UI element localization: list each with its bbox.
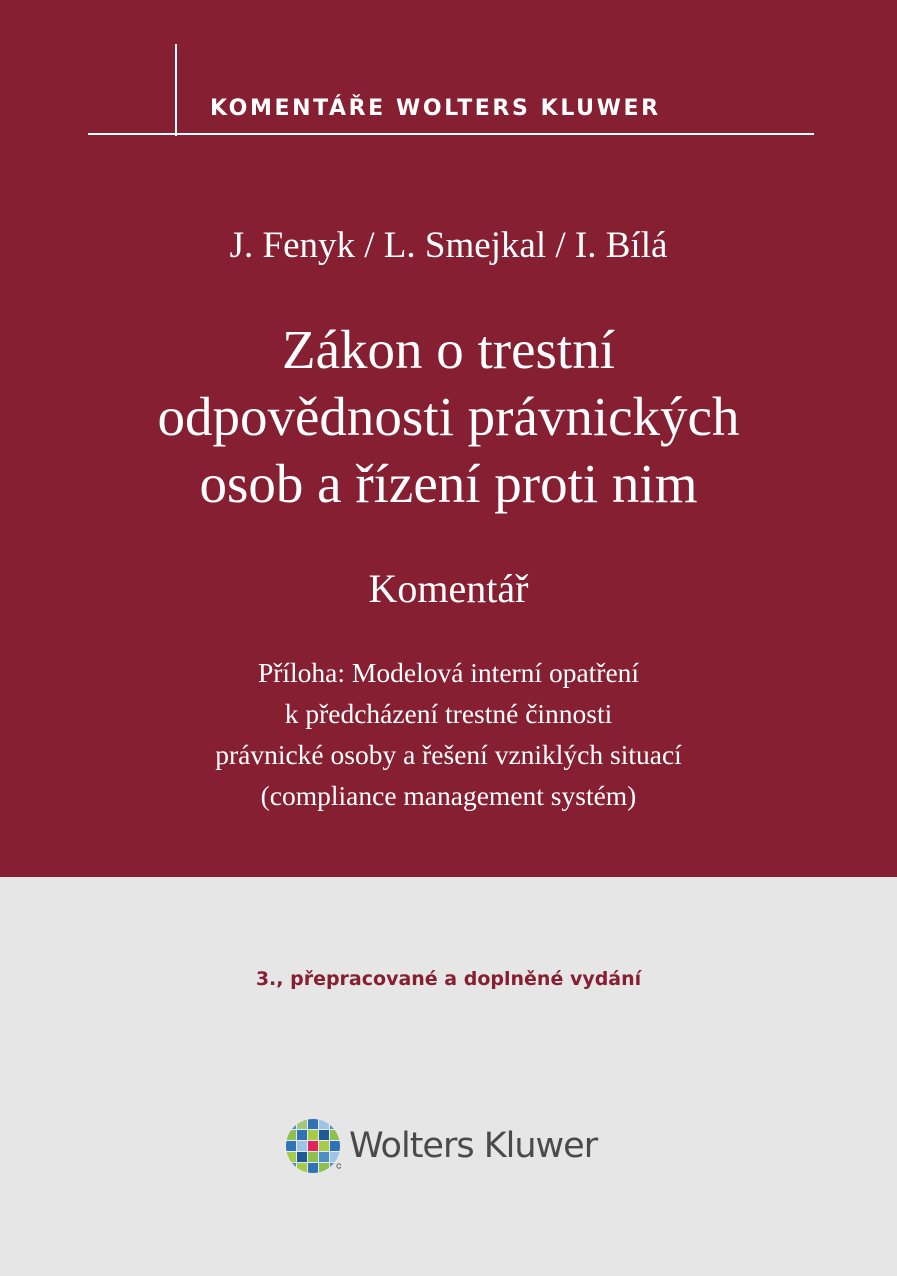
series-title: KOMENTÁŘE WOLTERS KLUWER xyxy=(210,96,661,121)
appendix-line: Příloha: Modelová interní opatření xyxy=(257,657,640,688)
publisher-logo xyxy=(285,1118,597,1174)
appendix-note xyxy=(0,652,897,816)
appendix-line: (compliance management systém) xyxy=(260,780,637,811)
authors: J. Fenyk / L. Smejkal / I. Bílá xyxy=(229,225,668,266)
horizontal-rule xyxy=(88,133,814,135)
publisher-name: Wolters Kluwer xyxy=(349,1126,598,1166)
appendix-line: k předcházení trestné činnosti xyxy=(284,698,613,729)
book-title xyxy=(0,316,897,517)
vertical-rule xyxy=(175,44,177,136)
book-subtitle: Komentář xyxy=(368,566,529,611)
book-title-line: osob a řízení proti nim xyxy=(199,453,698,514)
appendix-line: právnické osoby a řešení vzniklých situací xyxy=(215,739,682,770)
edition-note: 3., přepracované a doplněné vydání xyxy=(255,968,642,990)
wolters-kluwer-logo-icon xyxy=(285,1118,341,1174)
book-title-line: odpovědnosti právnických xyxy=(157,386,740,447)
book-title-line: Zákon o trestní xyxy=(282,319,615,380)
